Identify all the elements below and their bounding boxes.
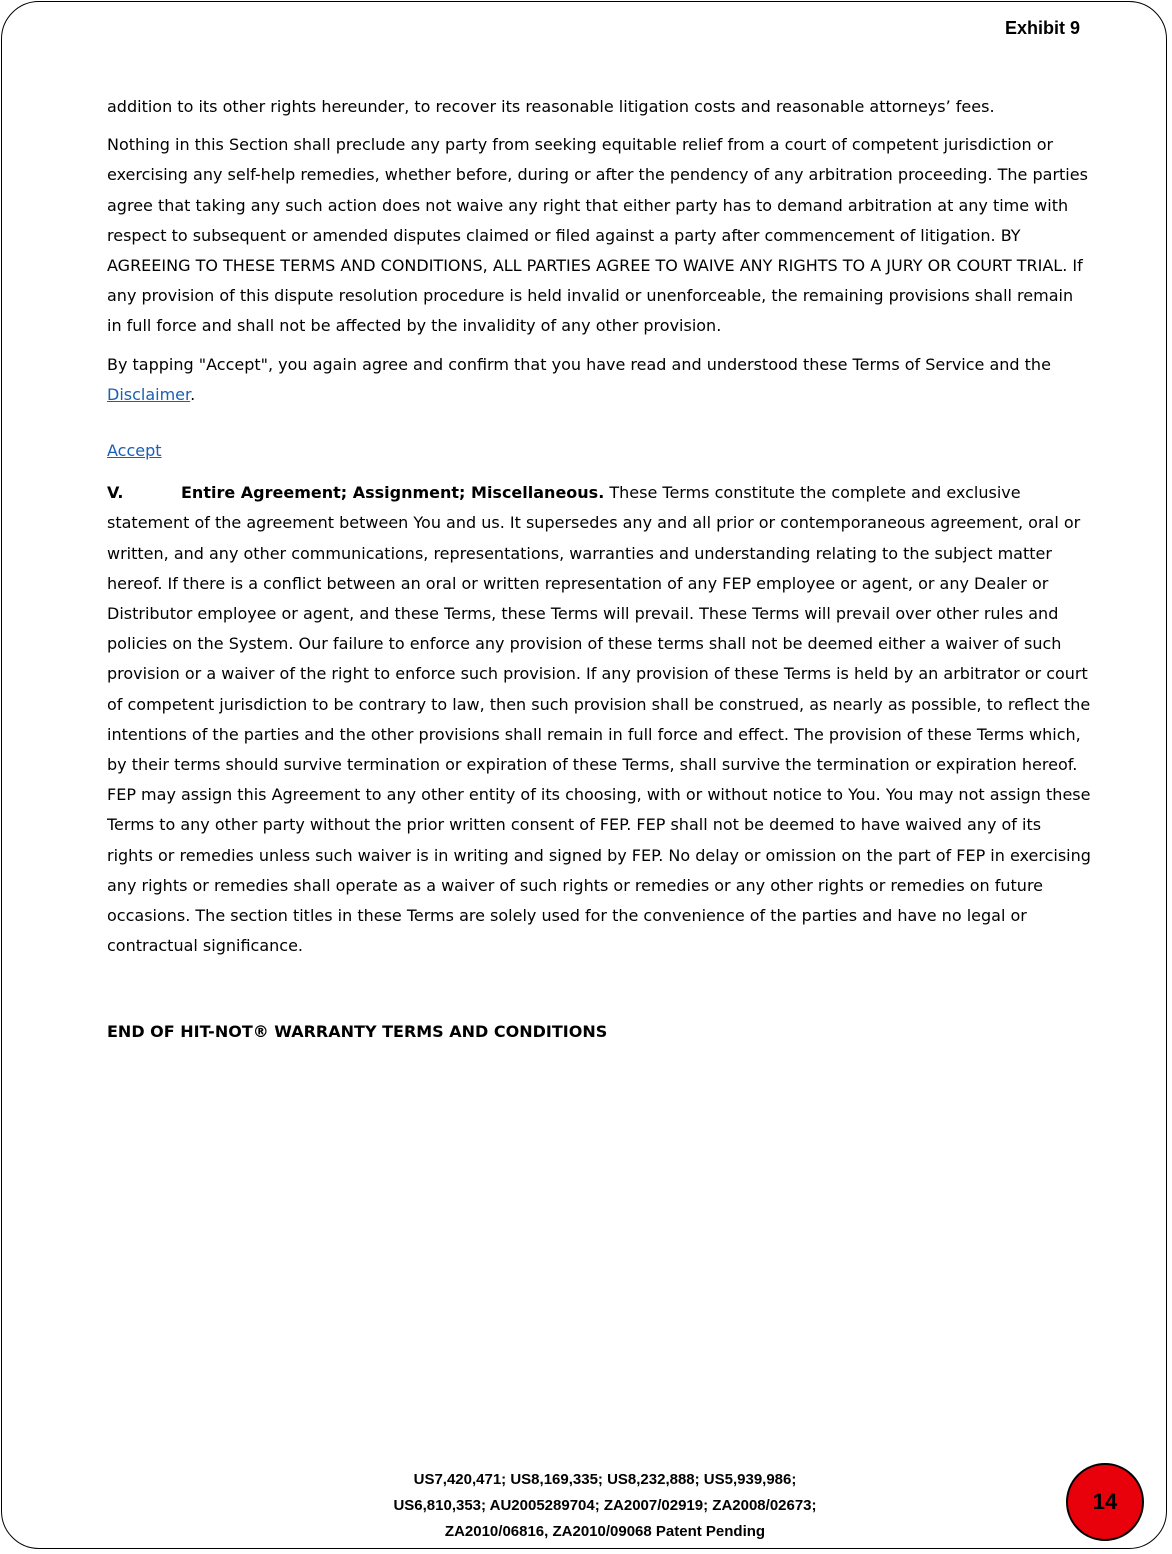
paragraph-fees: addition to its other rights hereunder, to recover its reasonable litigation costs and reasonable attorneys’ fees.	[107, 97, 995, 116]
section-v-paragraph	[107, 478, 1092, 961]
section-number-letter: V	[107, 483, 118, 503]
accept-row	[107, 436, 1092, 466]
page-number-badge: 14	[1066, 1463, 1144, 1541]
section-text: These Terms constitute the complete and exclusive statement of the agreement between You and us. It supersedes any and all prior or contemporaneous agreement, oral or written, and any other communications, representations, warranties and understanding relating to the subject matter hereof. If there is a conflict between an oral or written representation of any FEP employee or agent, or any Dealer or Distributor employee or agent, and these Terms, these Terms will prevail. These Terms will prevail over other rules and policies on the System. Our failure to enforce any provision of these terms shall not be deemed either a waiver of such provision or a waiver of the right to enforce such provision. If any provision of these Terms is held by an arbitrator or court of competent jurisdiction to be contrary to law, then such provision shall be construed, as nearly as possible, to reflect the intentions of the parties and the other provisions shall remain in full force and effect. The provision of these Terms which, by their terms should survive termination or expiration of these Terms, shall survive the termination or expiration hereof. FEP may assign this Agreement to any other entity of its choosing, with or without notice to You. You may not assign these Terms to any other party without the prior written consent of FEP. FEP shall not be deemed to have waived any of its rights or remedies unless such waiver is in writing and signed by FEP. No delay or omission on the part of FEP in exercising any rights or remedies shall operate as a waiver of such rights or remedies or any other rights or remedies on future occasions. The section titles in these Terms are solely used for the convenience of the parties and have no legal or contractual significance.	[107, 483, 1091, 956]
patent-line-1: US7,420,471; US8,169,335; US8,232,888; US5,939,986;	[413, 1471, 797, 1488]
section-number-dot: .	[117, 483, 124, 503]
patent-footer	[0, 1467, 1172, 1545]
section-title: Entire Agreement; Assignment; Miscellaneous.	[181, 483, 605, 503]
accept-confirmation-end: .	[190, 384, 196, 404]
disclaimer-link[interactable]: Disclaimer	[107, 384, 191, 404]
end-title: END OF HIT-NOT® WARRANTY TERMS AND CONDITIONS	[107, 1022, 608, 1042]
exhibit-label: Exhibit 9	[1004, 18, 1080, 38]
document-body	[107, 92, 1092, 1056]
paragraph-equitable-relief: Nothing in this Section shall preclude any party from seeking equitable relief from a court of competent jurisdiction or exercising any self-help remedies, whether before, during or after the pendency of any arbitration proceeding. The parties agree that taking any such action does not waive any right that either party has to demand arbitration at any time with respect to subsequent or amended disputes claimed or filed against a party after commencement of litigation. BY AGREEING TO THESE TERMS AND CONDITIONS, ALL PARTIES AGREE TO WAIVE ANY RIGHTS TO A JURY OR COURT TRIAL. If any provision of this dispute resolution procedure is held invalid or unenforceable, the remaining provisions shall remain in full force and shall not be affected by the invalidity of any other provision.	[107, 135, 1088, 336]
paragraph-accept-confirmation	[107, 350, 1092, 410]
patent-line-2: US6,810,353; AU2005289704; ZA2007/02919; ZA2008/02673;	[393, 1497, 817, 1514]
accept-link[interactable]: Accept	[107, 441, 162, 461]
patent-line-3: ZA2010/06816, ZA2010/09068 Patent Pending	[444, 1523, 766, 1540]
accept-confirmation-text: By tapping "Accept", you again agree and confirm that you have read and understood these Terms of Service and the	[107, 354, 1051, 374]
section-number	[107, 478, 181, 508]
